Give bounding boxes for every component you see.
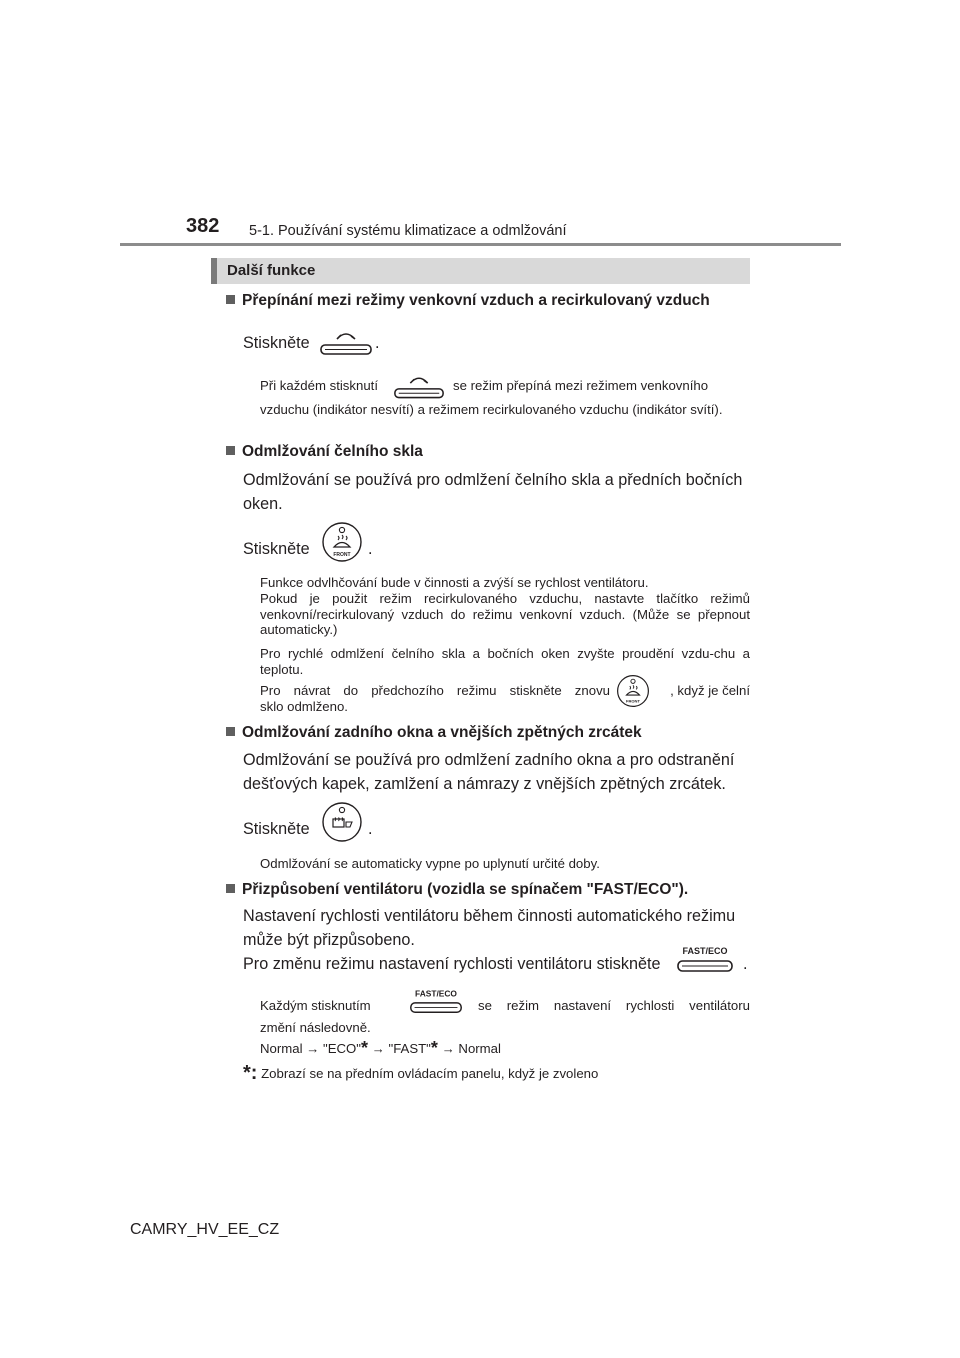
bullet-square-icon: [226, 727, 235, 736]
sequence-step: Normal: [458, 1041, 501, 1056]
model-code: CAMRY_HV_EE_CZ: [130, 1221, 280, 1238]
note-windshield-1: Funkce odvlhčování bude v činnosti a zvýší se rychlost ventilátoru.: [260, 575, 649, 590]
fast-eco-label: FAST/ECO: [415, 988, 457, 999]
header-divider: [120, 243, 841, 246]
section-title: Další funkce: [227, 262, 316, 279]
chapter-title: 5-1. Používání systému klimatizace a odmlžování: [249, 223, 567, 239]
press-rear-label: Stiskněte: [243, 820, 310, 838]
footnote-text: Zobrazí se na předním ovládacím panelu, když je zvoleno: [261, 1066, 599, 1081]
sequence-step: Normal: [260, 1041, 303, 1056]
section-title-bar: [211, 258, 750, 284]
fast-eco-button-icon: [408, 986, 464, 1016]
press-end: .: [743, 955, 748, 973]
press-end: .: [375, 334, 380, 352]
front-defroster-button-icon: [321, 521, 363, 563]
note-recirculation-b: se režim přepíná mezi režimem venkovního: [453, 378, 709, 393]
note-fan-b: se režim nastavení rychlosti ventilátoru: [478, 998, 750, 1013]
note-windshield-3: Pro rychlé odmlžení čelního skla a bočních oken zvyšte proudění vzdu-chu a teplotu.: [260, 646, 750, 677]
press-end: .: [368, 820, 373, 838]
note-windshield-5: sklo odmlženo.: [260, 699, 348, 714]
note-windshield-4a: Pro návrat do předchozího režimu stiskněte znovu: [260, 683, 610, 698]
fast-eco-label: FAST/ECO: [682, 946, 728, 956]
heading-text: Přizpůsobení ventilátoru (vozidla se spínačem "FAST/ECO").: [242, 881, 689, 898]
fan-sequence: [260, 1038, 750, 1058]
heading-rear: [226, 724, 642, 742]
heading-text: Přepínání mezi režimy venkovní vzduch a recirkulovaný vzduch: [242, 292, 710, 309]
press-windshield-label: Stiskněte: [243, 540, 310, 558]
arrow-right-icon: →: [441, 1041, 455, 1056]
heading-fan: [226, 881, 688, 899]
sequence-step: "FAST": [388, 1041, 431, 1056]
fan-press-text: Pro změnu režimu nastavení rychlosti ventilátoru stiskněte: [243, 955, 661, 973]
bullet-square-icon: [226, 295, 235, 304]
bullet-square-icon: [226, 446, 235, 455]
note-recirculation-c: vzduchu (indikátor nesvítí) a režimem recirkulovaného vzduchu (indikátor svítí).: [260, 402, 723, 417]
front-icon-label: FRONT: [333, 552, 351, 558]
note-fan-a: Každým stisknutím: [260, 998, 371, 1013]
front-icon-label: FRONT: [626, 698, 640, 704]
press-label: Stiskněte: [243, 334, 310, 352]
fan-text: Nastavení rychlosti ventilátoru během činnosti automatického režimu může být přizpůsobeno.: [243, 907, 736, 949]
windshield-text: Odmlžování se používá pro odmlžení čelního skla a předních bočních oken.: [243, 471, 743, 513]
heading-text: Odmlžování zadního okna a vnějších zpětných zrcátek: [242, 724, 642, 741]
heading-windshield: [226, 443, 423, 461]
arrow-right-icon: →: [306, 1041, 320, 1056]
recirculation-button-icon: [392, 371, 446, 401]
rear-text: Odmlžování se používá pro odmlžení zadního okna a pro odstranění dešťových kapek, zamlžení a námrazy z vnějších zpětných zrcátek.: [243, 751, 735, 793]
fast-eco-button-icon: [675, 944, 735, 974]
note-fan-c: změní následovně.: [260, 1020, 371, 1035]
note-recirculation-a: Při každém stisknutí: [260, 378, 378, 393]
rear-defogger-button-icon: [321, 801, 363, 843]
bullet-square-icon: [226, 884, 235, 893]
heading-text: Odmlžování čelního skla: [242, 443, 423, 460]
page-number: 382: [186, 215, 220, 237]
asterisk-mark: *: [430, 1038, 438, 1058]
footnote: [243, 1062, 733, 1084]
arrow-right-icon: →: [371, 1041, 385, 1056]
section-bar-accent: [211, 258, 217, 284]
note-windshield-4b: , když je čelní: [670, 683, 750, 698]
asterisk-mark: *: [360, 1038, 368, 1058]
heading-recirculation: [226, 292, 710, 310]
footnote-mark: *:: [243, 1062, 258, 1084]
press-end: .: [368, 540, 373, 558]
recirculation-button-icon: [318, 327, 374, 357]
note-windshield-2: Pokud je použit režim recirkulovaného vzduchu, nastavte tlačítko režimů venkovní/recirkulovaný vzduch do režimu venkovní vzduch. (Může se přepnout automaticky.): [260, 591, 750, 637]
note-rear: Odmlžování se automaticky vypne po uplynutí určité doby.: [260, 856, 600, 871]
sequence-step: "ECO": [323, 1041, 361, 1056]
